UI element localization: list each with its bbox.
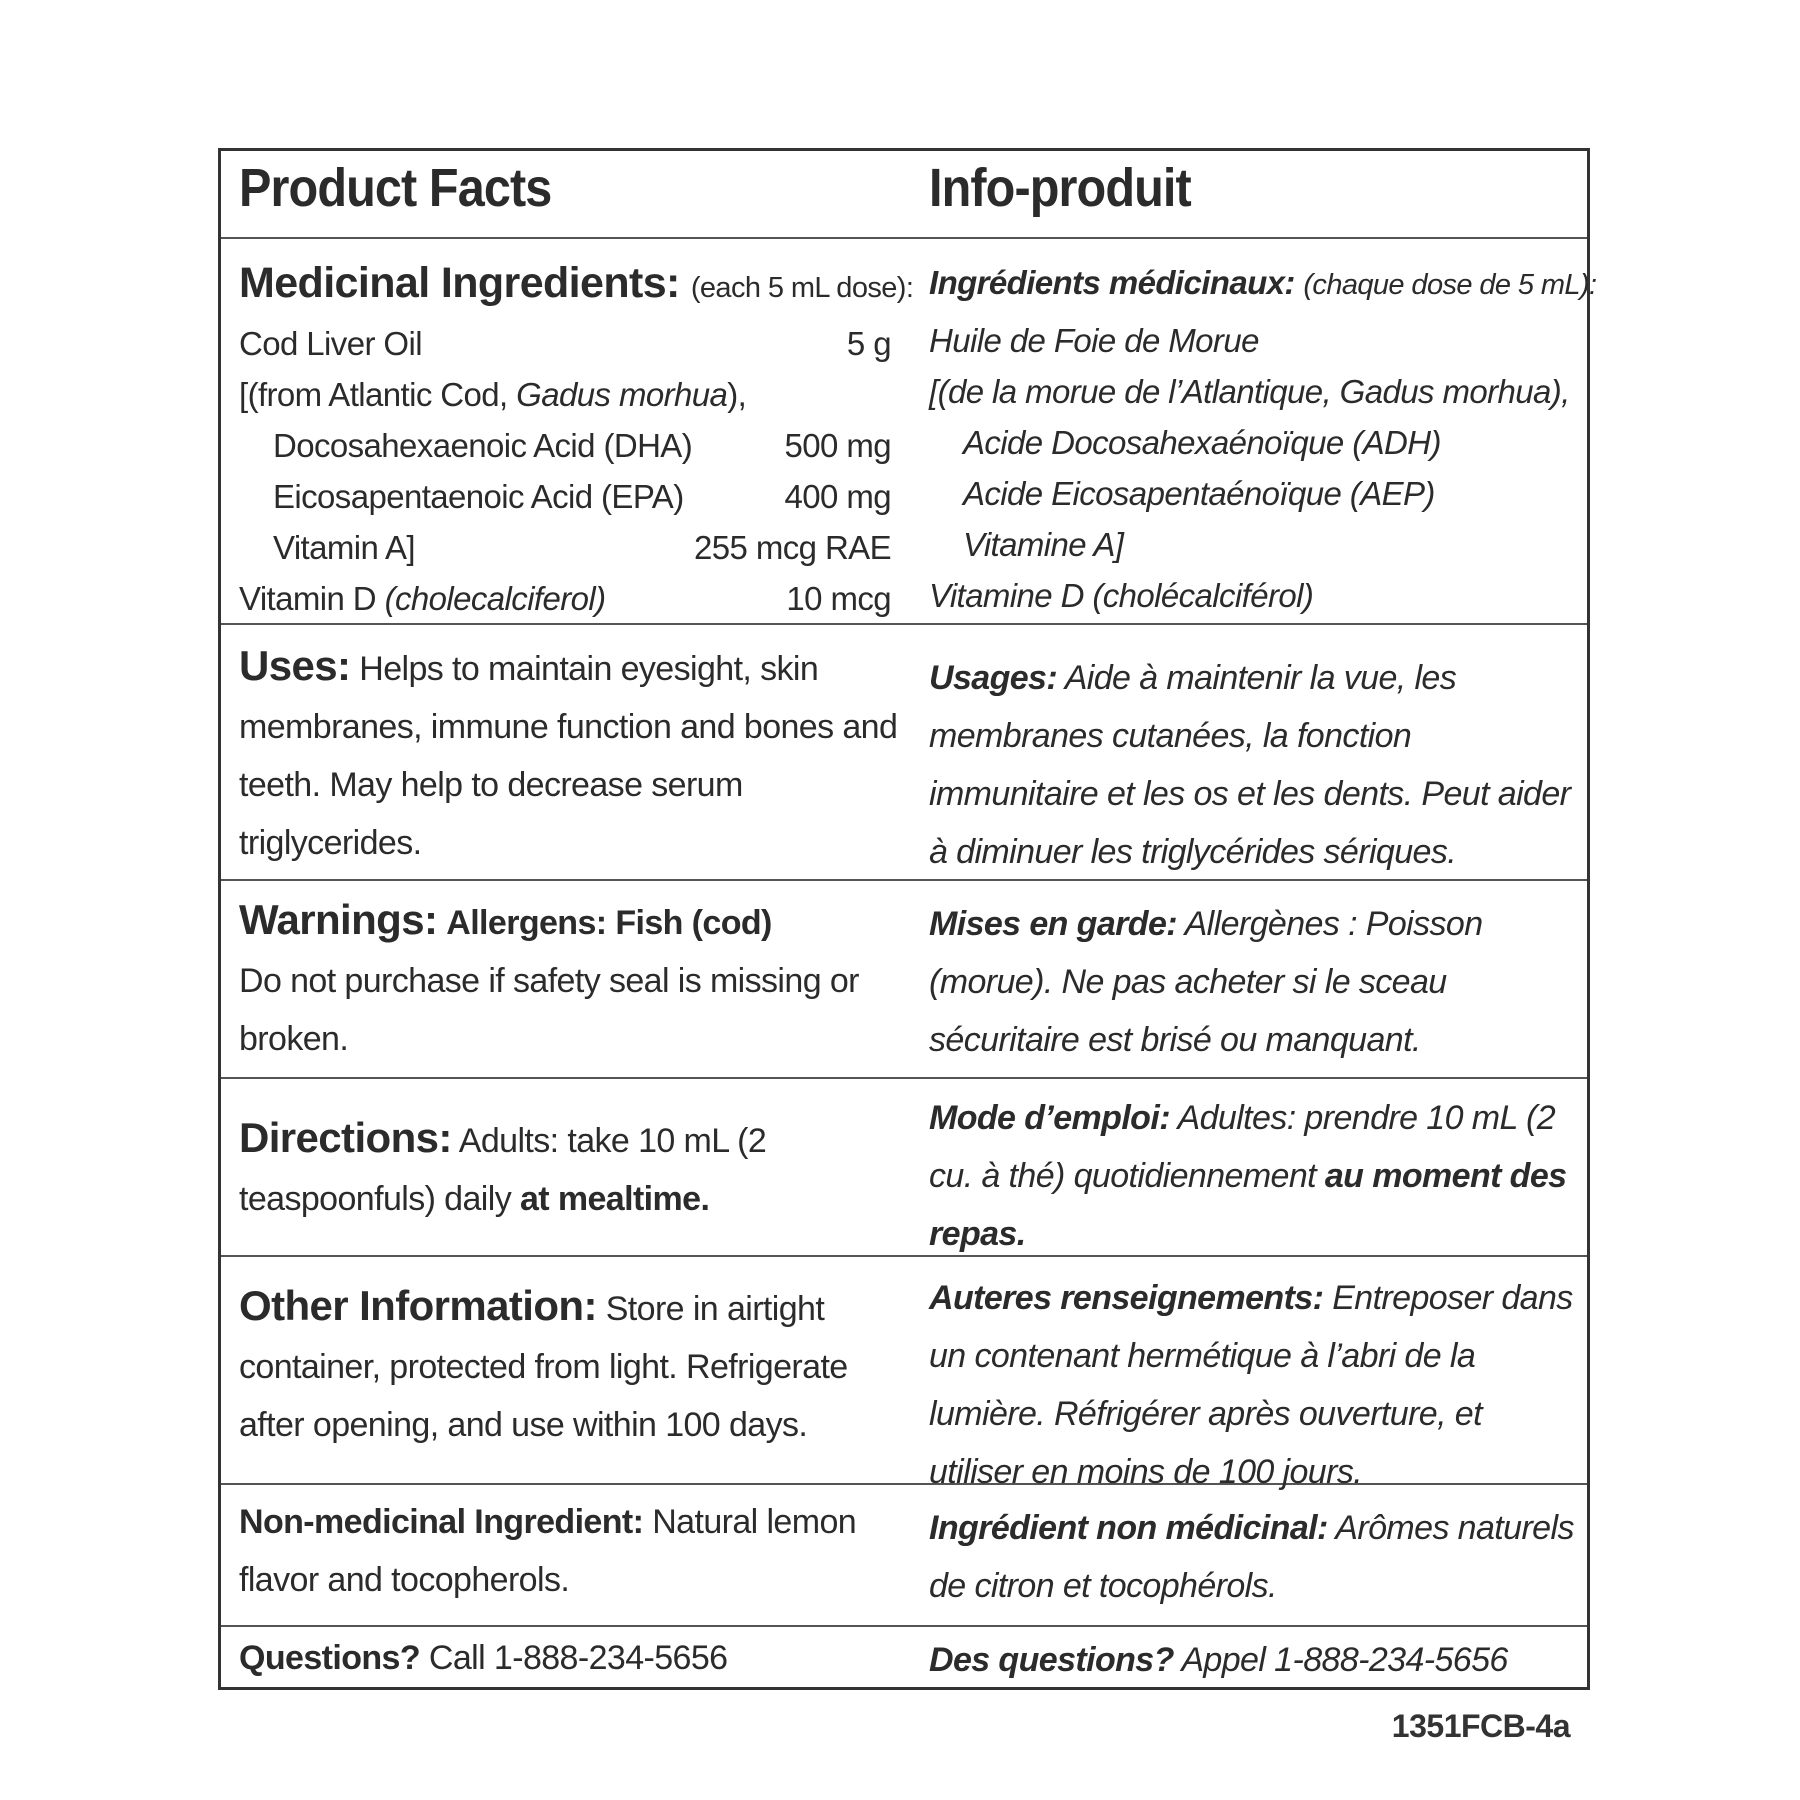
directions-label-en: Directions: — [239, 1114, 452, 1161]
header-en — [239, 158, 909, 237]
other-information-row — [221, 1257, 1587, 1491]
warnings-text-en: Do not purchase if safety seal is missing or broken. — [239, 962, 859, 1058]
warnings-label-en: Warnings: — [239, 896, 438, 943]
questions-label-fr: Des questions? — [929, 1641, 1174, 1679]
questions-en — [239, 1629, 909, 1687]
ingredient-line — [239, 369, 909, 420]
ingredient-amount: 500 mg — [784, 427, 891, 464]
ingredient-name: [(from Atlantic Cod, — [239, 376, 517, 413]
ingredient-name: Vitamin D — [239, 580, 385, 617]
ingredient-line-fr: Vitamine A] — [963, 526, 1124, 563]
nonmedicinal-text-en: Natural lemon flavor and tocopherols. — [239, 1503, 857, 1599]
ingredient-name: Cod Liver Oil — [239, 325, 422, 362]
other-label-en: Other Information: — [239, 1282, 597, 1329]
directions-en — [239, 1109, 909, 1255]
warnings-lead-en: Allergens: Fish (cod) — [446, 904, 772, 942]
medicinal-heading-fr — [929, 253, 1597, 315]
other-text-en: Store in airtight container, protected from light. Refrigerate after opening, and use within 100 days. — [239, 1290, 848, 1444]
medicinal-note-en: (each 5 mL dose): — [690, 272, 914, 304]
ingredient-amount: 255 mcg RAE — [694, 529, 891, 566]
ingredient-line-fr: [(de la morue de l’Atlantique, Gadus morhua), — [929, 373, 1570, 410]
nonmedicinal-en — [239, 1493, 909, 1625]
other-text-fr: Entreposer dans un contenant hermétique à l’abri de la lumière. Réfrigérer après ouverture, et utiliser en moins de 100 jours. — [929, 1279, 1573, 1491]
warnings-label-fr: Mises en garde: — [929, 905, 1177, 943]
medicinal-note-fr: (chaque dose de 5 mL): — [1303, 269, 1597, 301]
ingredient-line — [239, 318, 909, 369]
ingredient-line — [239, 522, 909, 573]
ingredient-line-fr: Acide Docosahexaénoïque (ADH) — [963, 424, 1441, 461]
ingredient-amount: 400 mg — [784, 478, 891, 515]
uses-fr — [929, 649, 1579, 879]
ingredient-line-fr: Huile de Foie de Morue — [929, 322, 1259, 359]
ingredient-name-end: ), — [727, 376, 747, 413]
ingredient-line — [239, 420, 909, 471]
medicinal-heading-en — [239, 253, 914, 318]
ingredient-amount: 5 g — [846, 325, 891, 362]
header-title-en: Product Facts — [239, 158, 552, 218]
uses-text-en: Helps to maintain eyesight, skin membranes, immune function and bones and teeth. May help to decrease serum triglycerides. — [239, 650, 898, 862]
uses-label-en: Uses: — [239, 642, 351, 689]
other-label-fr: Auteres renseignements: — [929, 1279, 1324, 1317]
ingredient-form: (cholecalciferol) — [384, 580, 606, 617]
nonmedicinal-label-en: Non-medicinal Ingredient: — [239, 1503, 644, 1541]
directions-emph-fr: au moment des repas. — [929, 1157, 1567, 1253]
product-facts-panel — [218, 148, 1597, 1690]
non-medicinal-row — [221, 1485, 1587, 1627]
questions-label-en: Questions? — [239, 1639, 421, 1677]
uses-row — [221, 625, 1587, 881]
uses-en — [239, 637, 909, 879]
uses-label-fr: Usages: — [929, 659, 1058, 697]
header-title-fr: Info-produit — [929, 158, 1191, 218]
medicinal-ingredients-row — [221, 239, 1597, 625]
directions-emph-en: at mealtime. — [519, 1180, 710, 1218]
nonmedicinal-text-fr: Arômes naturels de citron et tocophérols. — [929, 1509, 1574, 1605]
ingredient-line-fr: Vitamine D (cholécalciférol) — [929, 577, 1314, 614]
header-fr — [929, 158, 1579, 237]
directions-text-en: Adults: take 10 mL (2 teaspoonfuls) daily — [239, 1122, 767, 1218]
uses-text-fr: Aide à maintenir la vue, les membranes cutanées, la fonction immunitaire et les os et les dents. Peut aider à diminuer les triglycérides sériques. — [929, 659, 1571, 871]
medicinal-fr — [929, 253, 1597, 623]
ingredient-species: Gadus morhua — [516, 376, 728, 413]
medicinal-label-fr: Ingrédients médicinaux: — [929, 264, 1295, 301]
medicinal-label-en: Medicinal Ingredients: — [239, 259, 680, 307]
warnings-row — [221, 881, 1587, 1079]
other-fr — [929, 1269, 1579, 1491]
label-code: 1351FCB-4a — [1391, 1708, 1570, 1744]
questions-row — [221, 1627, 1587, 1687]
nonmedicinal-fr — [929, 1499, 1579, 1625]
ingredient-name: Vitamin A] — [273, 529, 415, 566]
directions-text-fr: Adultes: prendre 10 mL (2 cu. à thé) quotidiennement — [929, 1099, 1556, 1195]
ingredient-amount: 10 mcg — [786, 580, 891, 617]
ingredient-line — [239, 573, 909, 624]
warnings-fr — [929, 895, 1579, 1077]
ingredient-name: Docosahexaenoic Acid (DHA) — [273, 427, 693, 464]
warnings-en — [239, 891, 909, 1077]
directions-row — [221, 1079, 1587, 1257]
ingredient-name: Eicosapentaenoic Acid (EPA) — [273, 478, 684, 515]
questions-phone-fr: Appel 1-888-234-5656 — [1181, 1641, 1508, 1679]
warnings-text-fr: Allergènes : Poisson (morue). Ne pas acheter si le sceau sécuritaire est brisé ou manquant. — [929, 905, 1483, 1059]
header-row — [221, 151, 1587, 239]
directions-fr — [929, 1089, 1579, 1255]
medicinal-en — [239, 253, 914, 623]
other-en — [239, 1277, 909, 1483]
questions-fr — [929, 1631, 1579, 1687]
ingredient-line-fr: Acide Eicosapentaénoïque (AEP) — [963, 475, 1435, 512]
ingredient-line — [239, 471, 909, 522]
questions-phone-en: Call 1-888-234-5656 — [428, 1639, 728, 1677]
nonmedicinal-label-fr: Ingrédient non médicinal: — [929, 1509, 1328, 1547]
directions-label-fr: Mode d’emploi: — [929, 1099, 1170, 1137]
